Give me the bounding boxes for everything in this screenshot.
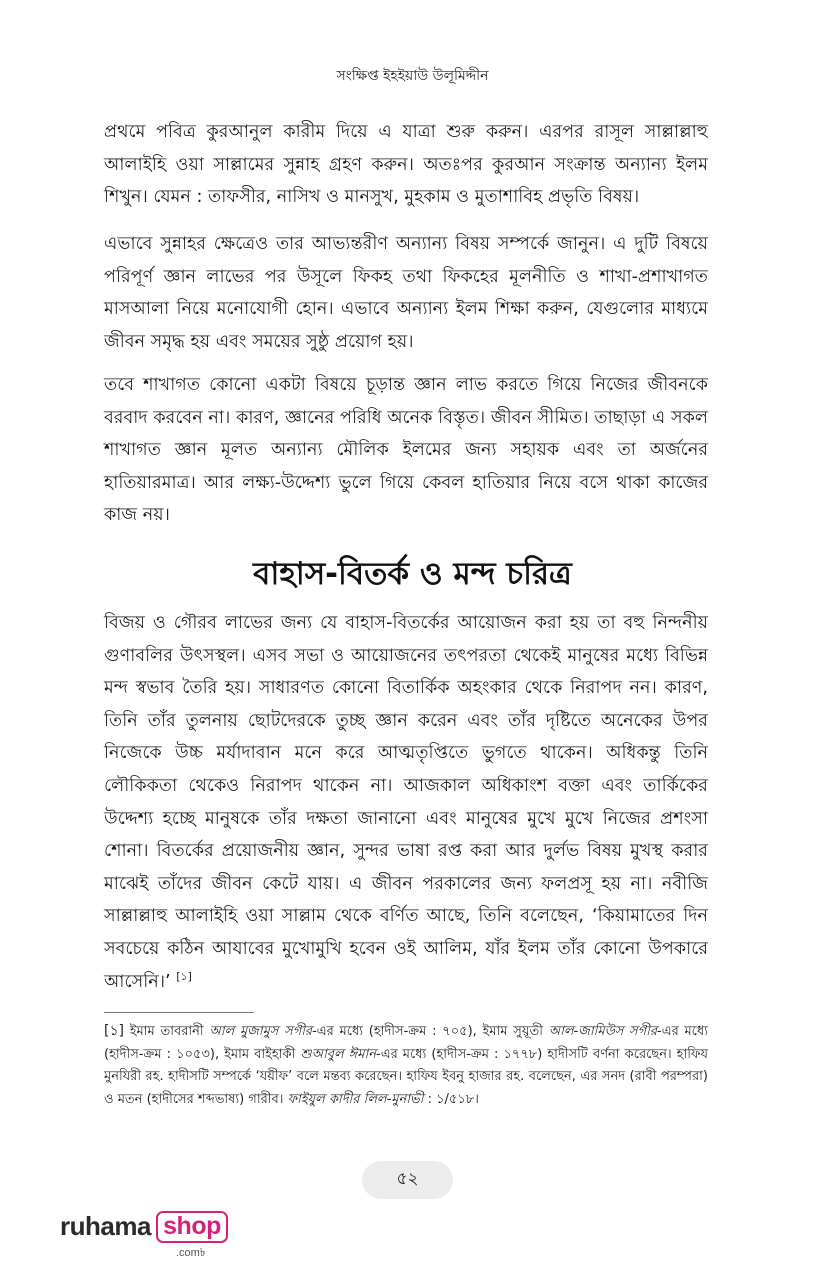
footnote-source-title: শুআবুল ঈমান — [300, 1046, 376, 1062]
paragraph-4-text: বিজয় ও গৌরব লাভের জন্য যে বাহাস-বিতর্কের আয়োজন করা হয় তা বহু নিন্দনীয় গুণাবলির উৎসস্থল। এসব সভা ও আয়োজনের তৎপরতা থেকেই মানুষের মধ্যে বিভিন্ন মন্দ স্বভাব তৈরি হয়। সাধারণত কোনো বিতার্কিক অহংকার থেকে নিরাপদ নন। কারণ, তিনি তাঁর তুলনায় ছোটদেরকে তুচ্ছ জ্ঞান করেন এবং তাঁর দৃষ্টিতে অনেকের উপর নিজেকে উচ্চ মর্যাদাবান মনে করে আত্মতৃপ্তিতে ভুগতে থাকেন। অধিকন্তু তিনি লৌকিকতা থেকেও নিরাপদ থাকেন না। আজকাল অধিকাংশ বক্তা এবং তার্কিকের উদ্দেশ্য হচ্ছে মানুষকে তাঁর দক্ষতা জানানো এবং মানুষের মুখে মুখে নিজের প্রশংসা শোনা। বিতর্কের প্রয়োজনীয় জ্ঞান, সুন্দর ভাষা রপ্ত করা আর দুর্লভ বিষয় মুখস্থ করার মাঝেই তাঁদের জীবন কেটে যায়। এ জীবন পরকালের জন্য ফলপ্রসূ হয় না। নবীজি সাল্লাল্লাহু আলাইহি ওয়া সাল্লাম থেকে বর্ণিত আছে, তিনি বলেছেন, ‘কিয়ামাতের দিন সবচেয়ে কঠিন আযাবের মুখোমুখি হবেন ওই আলিম, যাঁর ইলম তাঁর কোনো উপকারে আসেনি।’ — [104, 613, 708, 992]
footnote-source-title: ফাইযুল কাদীর লিল-মুনাভী — [287, 1091, 424, 1107]
footnote-text: -এর মধ্যে (হাদীস-ক্রম : ১৭৭৮) হাদীসটি বর্ণনা করেছেন। হাফিয মুনযিরী রহ. হাদীসটি সম্পর্কে ‘যয়ীফ’ বলে মন্তব্য করেছেন। হাফিয ইবনু হাজার রহ. বলেছেন, এর সনদ (রাবী পরম্পরা) ও মতন (হাদীসের শব্দভাষ্য) গারীব। — [104, 1046, 708, 1107]
paragraph-1: প্রথমে পবিত্র কুরআনুল কারীম দিয়ে এ যাত্রা শুরু করুন। এরপর রাসূল সাল্লাল্লাহু আলাইহি ওয়া সাল্লামের সুন্নাহ গ্রহণ করুন। অতঃপর কুরআন সংক্রান্ত অন্যান্য ইলম শিখুন। যেমন : তাফসীর, নাসিখ ও মানসুখ, মুহকাম ও মুতাশাবিহ প্রভৃতি বিষয়। — [104, 122, 708, 207]
page-number-label: ৫২ — [396, 1169, 419, 1189]
footnote-text: : ১/৫১৮। — [423, 1091, 479, 1107]
paragraph-3: তবে শাখাগত কোনো একটা বিষয়ে চূড়ান্ত জ্ঞান লাভ করতে গিয়ে নিজের জীবনকে বরবাদ করবেন না। কারণ, জ্ঞানের পরিধি অনেক বিস্তৃত। জীবন সীমিত। তাছাড়া এ সকল শাখাগত জ্ঞান মূলত অন্যান্য মৌলিক ইলমের জন্য সহায়ক এবং তা অর্জনের হাতিয়ারমাত্র। আর লক্ষ্য-উদ্দেশ্য ভুলে গিয়ে কেবল হাতিয়ার নিয়ে বসে থাকা কাজের কাজ নয়। — [104, 375, 708, 525]
footnote-text: -এর মধ্যে (হাদীস-ক্রম : ৭০৫), ইমাম সুয়ূতী — [312, 1024, 549, 1039]
logo-shop-box — [156, 1211, 228, 1243]
logo-shop-text: shop — [163, 1212, 221, 1240]
footnote-source-title: আল মুজামুস সগীর — [209, 1024, 313, 1039]
logo-domain: .com৳ — [176, 1247, 206, 1259]
footnote-text: ইমাম তাবরানী — [124, 1024, 210, 1039]
page-number — [362, 1161, 453, 1199]
footnote-divider — [104, 1012, 254, 1013]
footnote — [104, 1020, 708, 1111]
footnote-marker: [১] — [104, 1023, 125, 1039]
footnote-reference[interactable]: [১] — [176, 969, 192, 983]
section-heading: বাহাস-বিতর্ক ও মন্দ চরিত্র — [253, 556, 572, 592]
paragraph-2: এভাবে সুন্নাহর ক্ষেত্রেও তার আভ্যন্তরীণ অন্যান্য বিষয় সম্পর্কে জানুন। এ দুটি বিষয়ে পরিপূর্ণ জ্ঞান লাভের পর উসূলে ফিকহ তথা ফিকহের মূলনীতি ও শাখা-প্রশাখাগত মাসআলা নিয়ে মনোযোগী হোন। এভাবে অন্যান্য ইলম শিক্ষা করুন, যেগুলোর মাধ্যমে জীবন সমৃদ্ধ হয় এবং সময়ের সুষ্ঠু প্রয়োগ হয়। — [104, 234, 708, 352]
paragraph-4 — [104, 607, 708, 998]
footnote-text: -এর মধ্যে (হাদীস-ক্রম : ১০৫৩), ইমাম বাইহাকী — [104, 1024, 708, 1062]
ruhamashop-logo — [60, 1207, 230, 1267]
running-header: সংক্ষিপ্ত ইহইয়াউ উলূমিদ্দীন — [336, 68, 489, 84]
footnote-source-title: আল-জামিউস সগীর — [548, 1024, 657, 1039]
logo-word: ruhama — [60, 1211, 151, 1241]
